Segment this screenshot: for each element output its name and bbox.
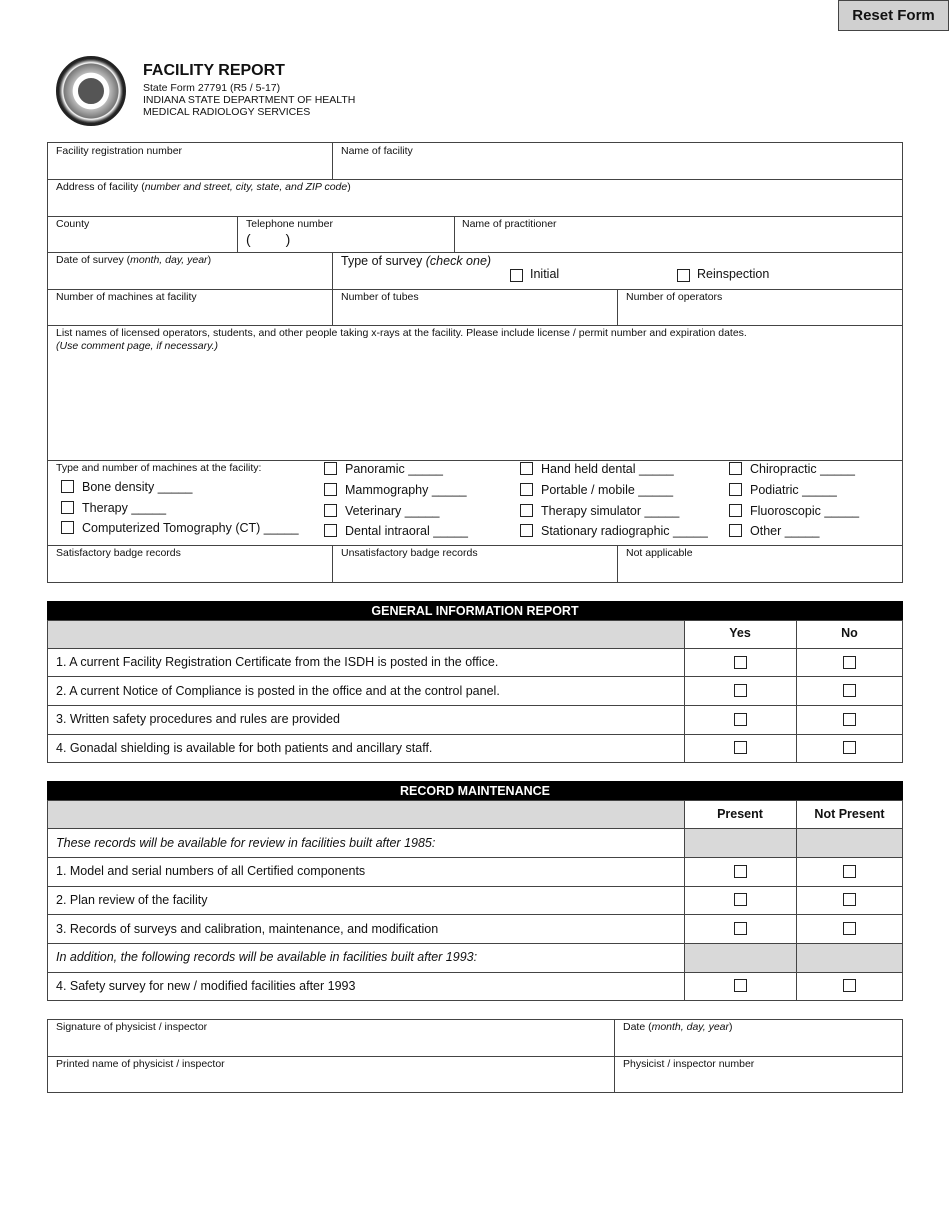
present-column-header: Present <box>717 807 763 821</box>
records-note-1985: These records will be available for review in facilities built after 1985: <box>56 836 436 850</box>
records-1-not-present-checkbox[interactable] <box>843 865 856 878</box>
reset-form-button[interactable]: Reset Form <box>838 0 949 31</box>
general-4-no-checkbox[interactable] <box>843 741 856 754</box>
general-row-2: 2. A current Notice of Compliance is posted in the office and at the control panel. <box>56 684 500 698</box>
portable-mobile-label: Portable / mobile _____ <box>541 483 674 497</box>
machines-count-label: Number of machines at facility <box>56 291 197 303</box>
inspector-number-label: Physicist / inspector number <box>623 1058 755 1070</box>
general-2-yes-checkbox[interactable] <box>734 684 747 697</box>
fluoroscopic-label: Fluoroscopic _____ <box>750 504 860 518</box>
ct-checkbox[interactable] <box>61 521 74 534</box>
general-2-no-checkbox[interactable] <box>843 684 856 697</box>
machine-types-label: Type and number of machines at the facility: <box>56 462 262 474</box>
records-4-present-checkbox[interactable] <box>734 979 747 992</box>
reinspection-label: Reinspection <box>697 267 770 281</box>
therapy-simulator-label: Therapy simulator _____ <box>541 504 680 518</box>
dental-intraoral-checkbox[interactable] <box>324 524 337 537</box>
hand-held-dental-label: Hand held dental _____ <box>541 462 674 476</box>
records-3-not-present-checkbox[interactable] <box>843 922 856 935</box>
signature-label: Signature of physicist / inspector <box>56 1021 208 1033</box>
podiatric-label: Podiatric _____ <box>750 483 837 497</box>
no-column-header: No <box>841 626 858 640</box>
general-1-yes-checkbox[interactable] <box>734 656 747 669</box>
stationary-radiographic-label: Stationary radiographic _____ <box>541 524 708 538</box>
general-row-1: 1. A current Facility Registration Certificate from the ISDH is posted in the office. <box>56 655 499 669</box>
survey-type-label: Type of survey (check one) <box>341 254 492 268</box>
general-info-title: GENERAL INFORMATION REPORT <box>47 601 903 620</box>
portable-mobile-checkbox[interactable] <box>520 483 533 496</box>
unsatisfactory-badge-label: Unsatisfactory badge records <box>341 547 478 559</box>
form-title: FACILITY REPORT <box>143 62 285 79</box>
operator-list-hint: (Use comment page, if necessary.) <box>56 340 219 352</box>
general-3-no-checkbox[interactable] <box>843 713 856 726</box>
general-row-4: 4. Gonadal shielding is available for both patients and ancillary staff. <box>56 741 433 755</box>
initial-checkbox[interactable] <box>510 269 523 282</box>
printed-name-label: Printed name of physicist / inspector <box>56 1058 225 1070</box>
facility-registration-label: Facility registration number <box>56 145 183 157</box>
county-label: County <box>56 218 90 230</box>
panoramic-checkbox[interactable] <box>324 462 337 475</box>
records-2-not-present-checkbox[interactable] <box>843 893 856 906</box>
general-row-3: 3. Written safety procedures and rules are provided <box>56 712 340 726</box>
tubes-count-label: Number of tubes <box>341 291 419 303</box>
hand-held-dental-checkbox[interactable] <box>520 462 533 475</box>
stationary-radiographic-checkbox[interactable] <box>520 524 533 537</box>
other-label: Other _____ <box>750 524 820 538</box>
general-1-no-checkbox[interactable] <box>843 656 856 669</box>
panoramic-label: Panoramic _____ <box>345 462 443 476</box>
records-row-4: 4. Safety survey for new / modified facilities after 1993 <box>56 979 356 993</box>
form-number: State Form 27791 (R5 / 5-17) <box>143 82 281 94</box>
initial-label: Initial <box>530 267 560 281</box>
dental-intraoral-label: Dental intraoral _____ <box>345 524 468 538</box>
general-4-yes-checkbox[interactable] <box>734 741 747 754</box>
record-maintenance-title: RECORD MAINTENANCE <box>47 781 903 800</box>
general-3-yes-checkbox[interactable] <box>734 713 747 726</box>
veterinary-checkbox[interactable] <box>324 504 337 517</box>
bone-density-label: Bone density _____ <box>82 480 193 494</box>
satisfactory-badge-label: Satisfactory badge records <box>56 547 181 559</box>
fluoroscopic-checkbox[interactable] <box>729 504 742 517</box>
records-row-2: 2. Plan review of the facility <box>56 893 208 907</box>
facility-address-label: Address of facility (number and street, city, state, and ZIP code) <box>56 181 351 193</box>
not-applicable-label: Not applicable <box>626 547 693 559</box>
not-present-column-header: Not Present <box>814 807 885 821</box>
ct-label: Computerized Tomography (CT) _____ <box>82 521 299 535</box>
reinspection-checkbox[interactable] <box>677 269 690 282</box>
mammography-label: Mammography _____ <box>345 483 467 497</box>
practitioner-label: Name of practitioner <box>462 218 557 230</box>
podiatric-checkbox[interactable] <box>729 483 742 496</box>
chiropractic-label: Chiropractic _____ <box>750 462 855 476</box>
department-name: INDIANA STATE DEPARTMENT OF HEALTH <box>143 94 356 106</box>
therapy-simulator-checkbox[interactable] <box>520 504 533 517</box>
records-note-1993: In addition, the following records will be available in facilities built after 1993: <box>56 950 478 964</box>
survey-date-label: Date of survey (month, day, year) <box>56 254 212 266</box>
therapy-label: Therapy _____ <box>82 501 167 515</box>
records-1-present-checkbox[interactable] <box>734 865 747 878</box>
operators-count-label: Number of operators <box>626 291 723 303</box>
bone-density-checkbox[interactable] <box>61 480 74 493</box>
records-2-present-checkbox[interactable] <box>734 893 747 906</box>
records-3-present-checkbox[interactable] <box>734 922 747 935</box>
other-checkbox[interactable] <box>729 524 742 537</box>
records-row-1: 1. Model and serial numbers of all Certified components <box>56 864 366 878</box>
records-row-3: 3. Records of surveys and calibration, maintenance, and modification <box>56 922 439 936</box>
state-seal-logo <box>56 56 126 126</box>
signature-date-label: Date (month, day, year) <box>623 1021 733 1033</box>
facility-name-label: Name of facility <box>341 145 413 157</box>
mammography-checkbox[interactable] <box>324 483 337 496</box>
operator-list-label: List names of licensed operators, students, and other people taking x-rays at the facility. Please include license / permit number and expiration dates. <box>56 327 747 339</box>
telephone-area-code: ( ) <box>246 231 291 247</box>
veterinary-label: Veterinary _____ <box>345 504 440 518</box>
telephone-label: Telephone number <box>246 218 333 230</box>
therapy-checkbox[interactable] <box>61 501 74 514</box>
division-name: MEDICAL RADIOLOGY SERVICES <box>143 106 311 118</box>
records-4-not-present-checkbox[interactable] <box>843 979 856 992</box>
yes-column-header: Yes <box>729 626 751 640</box>
chiropractic-checkbox[interactable] <box>729 462 742 475</box>
